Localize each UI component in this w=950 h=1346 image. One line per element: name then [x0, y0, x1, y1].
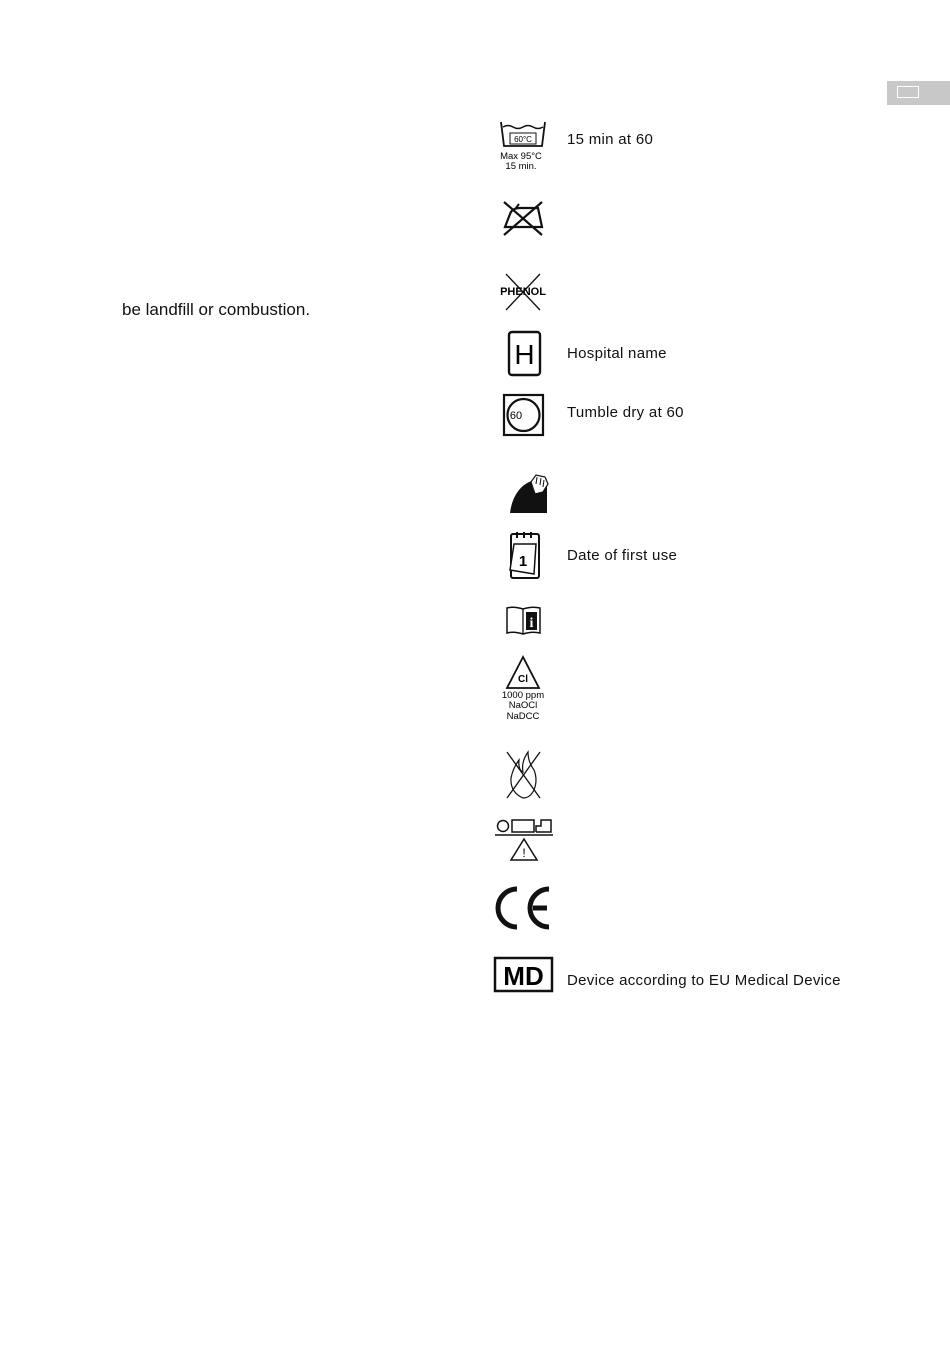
calendar-date-icon [490, 530, 554, 584]
ce-mark-icon [490, 883, 554, 933]
md-description: Device according to EU Medical Device [567, 972, 841, 989]
tumble-temp-label: 60 [509, 410, 523, 422]
md-medical-device-icon [490, 955, 554, 995]
md-label: MD [503, 961, 544, 991]
warning-triangle-icon [490, 815, 554, 863]
do-not-iron-icon [490, 199, 554, 239]
wipe-clean-icon [490, 470, 554, 516]
no-open-flame-icon [490, 748, 554, 802]
wash-temp-label: 60°C [514, 135, 532, 144]
hospital-letter: H [514, 339, 535, 370]
chlorine-line-2: NaOCl [508, 700, 538, 711]
wash-description: 15 min at 60 [567, 131, 654, 148]
body-text: be landfill or combustion. [122, 300, 311, 319]
hospital-h-icon [490, 330, 554, 378]
chlorine-triangle-icon [490, 655, 554, 723]
chlorine-line-3: NaDCC [506, 711, 540, 722]
warning-mark: ! [522, 846, 526, 860]
wash-tub-icon [490, 120, 554, 176]
chlorine-symbol: Cl [518, 674, 528, 685]
consult-instructions-icon [490, 603, 554, 637]
instructions-letter: i [529, 616, 534, 631]
wash-time-label: 15 min. [505, 161, 537, 172]
phenol-label: PHENOL [500, 286, 546, 298]
first-use-description: Date of first use [567, 547, 678, 564]
no-phenol-icon [490, 272, 554, 312]
wash-max-label: Max 95°C [500, 151, 542, 162]
calendar-day: 1 [518, 553, 528, 570]
tumble-dry-description: Tumble dry at 60 [567, 404, 684, 421]
hospital-description: Hospital name [567, 345, 667, 362]
language-tab [887, 81, 950, 105]
tumble-dry-icon [490, 393, 554, 439]
chlorine-line-1: 1000 ppm [501, 690, 545, 701]
language-tab-box [897, 86, 919, 98]
